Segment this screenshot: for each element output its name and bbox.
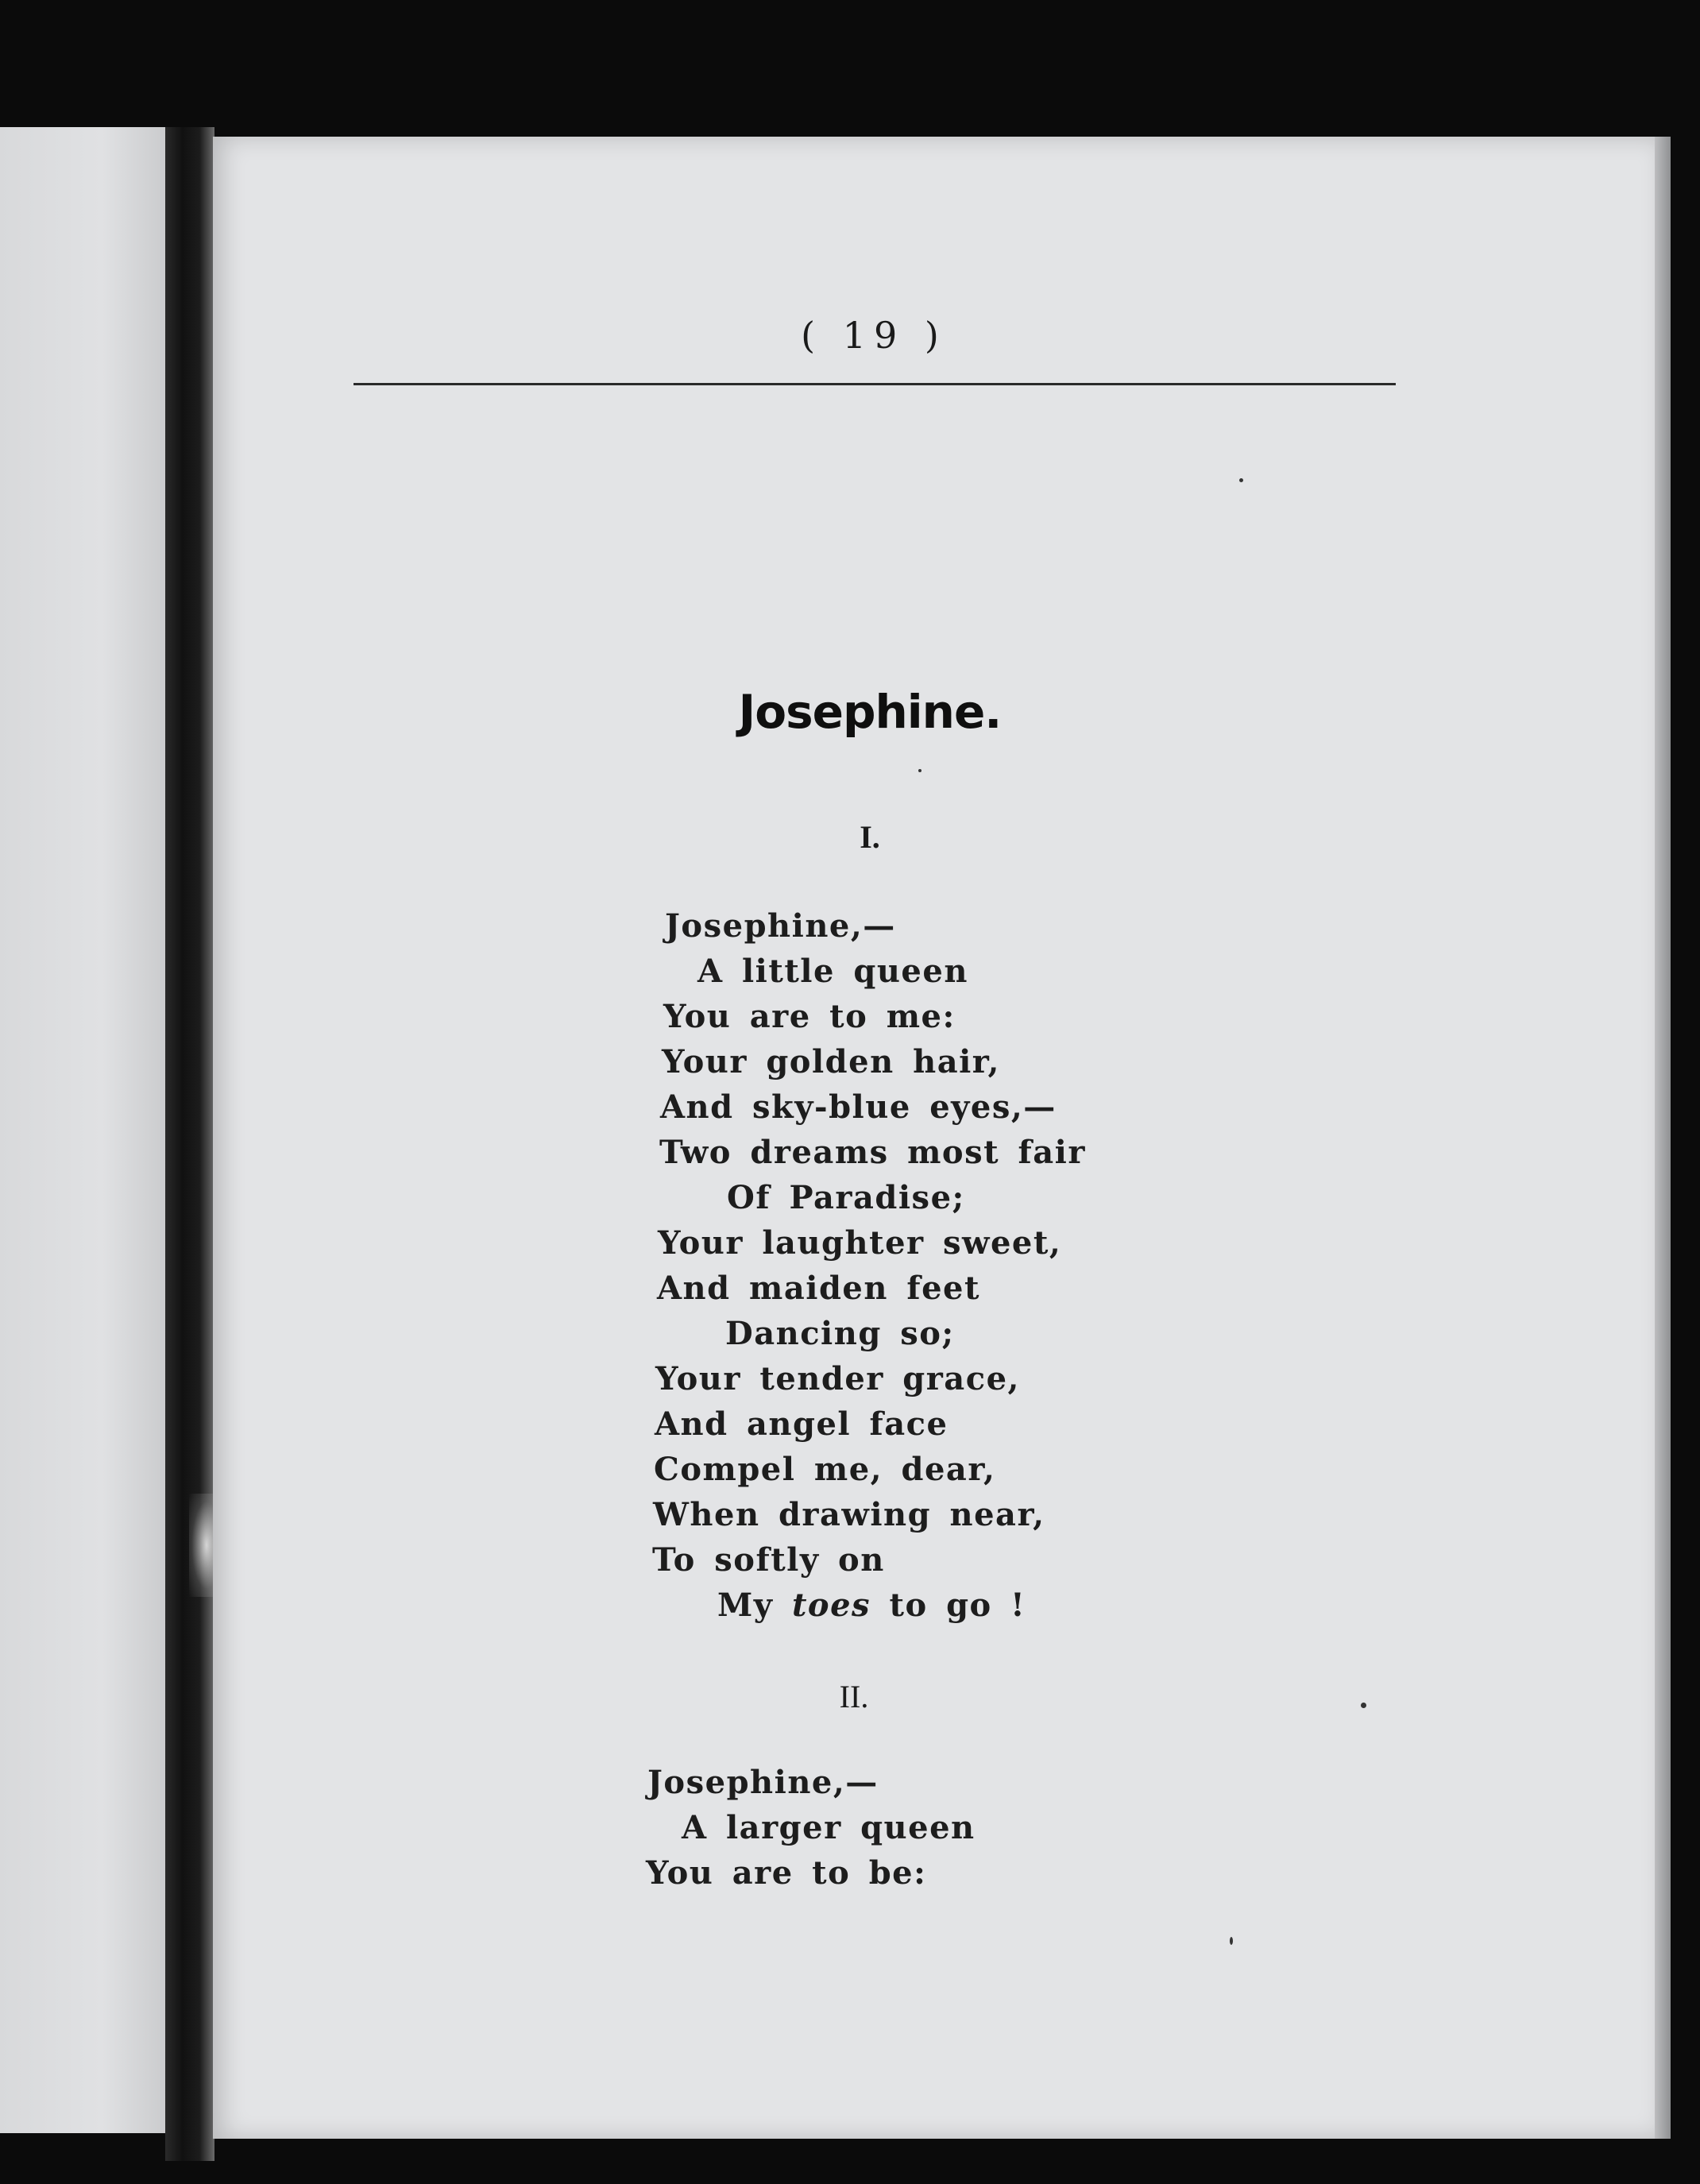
facing-page-edge	[0, 127, 171, 2133]
book-gutter	[165, 127, 214, 2161]
verse-line: You are to me:	[663, 998, 956, 1035]
verse-line: A larger queen	[682, 1809, 976, 1846]
section-number-1: I.	[860, 819, 880, 855]
scan-speck	[918, 769, 921, 772]
poem-title: Josephine.	[738, 685, 1002, 739]
verse-line-last	[717, 1587, 1026, 1624]
verse-line: Your laughter sweet,	[658, 1224, 1062, 1262]
verse-line: Dancing so;	[725, 1315, 955, 1352]
verse-line: And sky-blue eyes,—	[660, 1088, 1057, 1126]
verse-line: Your tender grace,	[655, 1360, 1020, 1397]
verse-line: A little queen	[697, 953, 968, 990]
verse-line: Your golden hair,	[662, 1043, 1000, 1080]
verse-line: And maiden feet	[657, 1270, 980, 1307]
verse-line: You are to be:	[646, 1854, 927, 1892]
scan-speck	[1230, 1937, 1233, 1945]
verse-line: To softly on	[652, 1541, 885, 1579]
page-number: ( 19 )	[801, 314, 947, 357]
page-edge-right	[1655, 137, 1671, 2139]
section-number-2: II.	[839, 1679, 869, 1714]
verse-line: Josephine,—	[647, 1764, 879, 1801]
verse-line: When drawing near,	[653, 1496, 1045, 1533]
verse-line: And angel face	[655, 1405, 949, 1443]
verse-line: Josephine,—	[665, 907, 896, 945]
header-rule	[354, 383, 1396, 385]
verse-emphasis: toes	[791, 1587, 871, 1624]
verse-text: to go !	[871, 1587, 1026, 1624]
scan-speck	[1361, 1703, 1366, 1708]
verse-line: Of Paradise;	[727, 1179, 965, 1216]
verse-line: Compel me, dear,	[654, 1451, 996, 1488]
scan-speck	[1239, 478, 1243, 482]
verse-text: My	[717, 1587, 792, 1624]
verse-line: Two dreams most fair	[659, 1134, 1086, 1171]
